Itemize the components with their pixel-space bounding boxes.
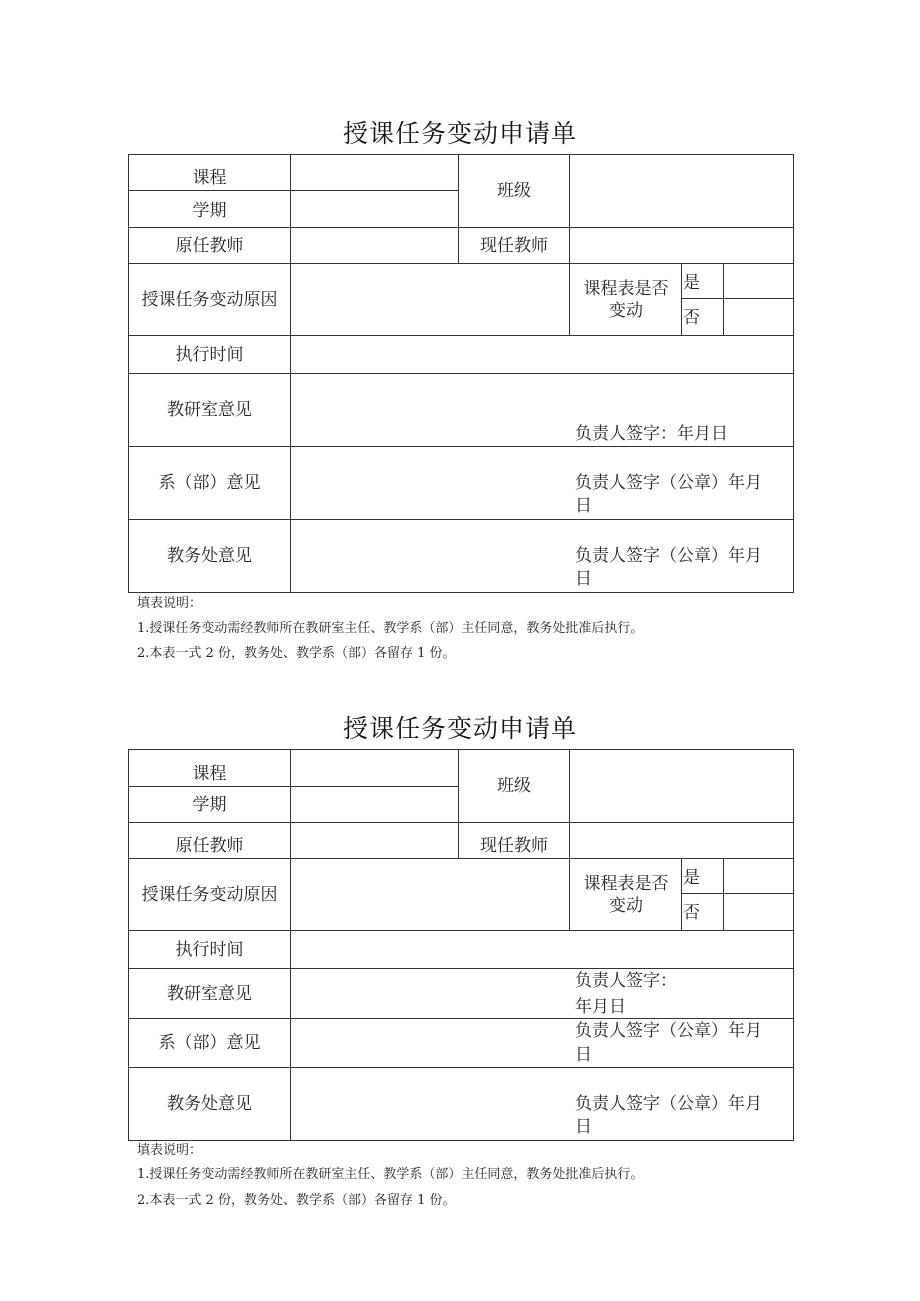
- label-schedule-changed: 课程表是否变动: [583, 278, 669, 321]
- label-affairs-opinion: 教务处意见: [167, 1094, 252, 1114]
- label-change-reason: 授课任务变动原因: [141, 289, 278, 310]
- label-change-reason: 授课任务变动原因: [141, 884, 278, 905]
- dept-signature: 负责人签字（公章）年月: [575, 473, 762, 493]
- option-no: 否: [683, 903, 700, 923]
- notes-item-1: 1.授课任务变动需经教师所在教研室主任、教学系（部）主任同意，教务处批准后执行。: [137, 621, 644, 636]
- form-title: 授课任务变动申请单: [342, 714, 577, 743]
- notes-item-2: 2.本表一式 2 份，教务处、教学系（部）各留存 1 份。: [137, 1193, 456, 1208]
- notes-item-1: 1.授课任务变动需经教师所在教研室主任、教学系（部）主任同意，教务处批准后执行。: [137, 1167, 644, 1182]
- label-current-teacher: 现任教师: [480, 835, 548, 856]
- affairs-signature-day: 日: [575, 1117, 592, 1137]
- option-yes: 是: [683, 868, 700, 888]
- label-schedule-changed: 课程表是否变动: [583, 873, 669, 916]
- label-dept-opinion: 系（部）意见: [158, 1033, 261, 1053]
- label-course: 课程: [192, 168, 227, 188]
- office-signature-date: 年月日: [575, 997, 626, 1017]
- notes-heading: 填表说明：: [137, 596, 203, 611]
- label-class: 班级: [497, 181, 531, 201]
- affairs-signature: 负责人签字（公章）年月: [575, 546, 762, 566]
- label-execution-time: 执行时间: [175, 939, 244, 960]
- label-office-opinion: 教研室意见: [167, 400, 252, 420]
- notes-item-2: 2.本表一式 2 份，教务处、教学系（部）各留存 1 份。: [137, 646, 456, 661]
- label-affairs-opinion: 教务处意见: [167, 546, 252, 566]
- office-signature: 负责人签字：: [575, 971, 677, 991]
- label-current-teacher: 现任教师: [480, 235, 548, 256]
- label-class: 班级: [497, 776, 531, 796]
- notes-heading: 填表说明：: [137, 1143, 203, 1158]
- form-title: 授课任务变动申请单: [342, 119, 577, 148]
- label-course: 课程: [192, 764, 227, 784]
- label-original-teacher: 原任教师: [175, 235, 244, 256]
- dept-signature-day: 日: [575, 496, 592, 516]
- dept-signature-day: 日: [575, 1045, 592, 1065]
- label-semester: 学期: [192, 795, 227, 815]
- option-no: 否: [683, 308, 700, 328]
- label-semester: 学期: [192, 201, 227, 221]
- label-original-teacher: 原任教师: [175, 835, 244, 856]
- label-execution-time: 执行时间: [175, 344, 244, 365]
- label-office-opinion: 教研室意见: [167, 983, 252, 1004]
- option-yes: 是: [683, 273, 700, 293]
- office-signature: 负责人签字：年月日: [575, 424, 728, 444]
- label-dept-opinion: 系（部）意见: [158, 473, 261, 493]
- affairs-signature-day: 日: [575, 569, 592, 589]
- affairs-signature: 负责人签字（公章）年月: [575, 1094, 762, 1114]
- dept-signature: 负责人签字（公章）年月: [575, 1021, 762, 1041]
